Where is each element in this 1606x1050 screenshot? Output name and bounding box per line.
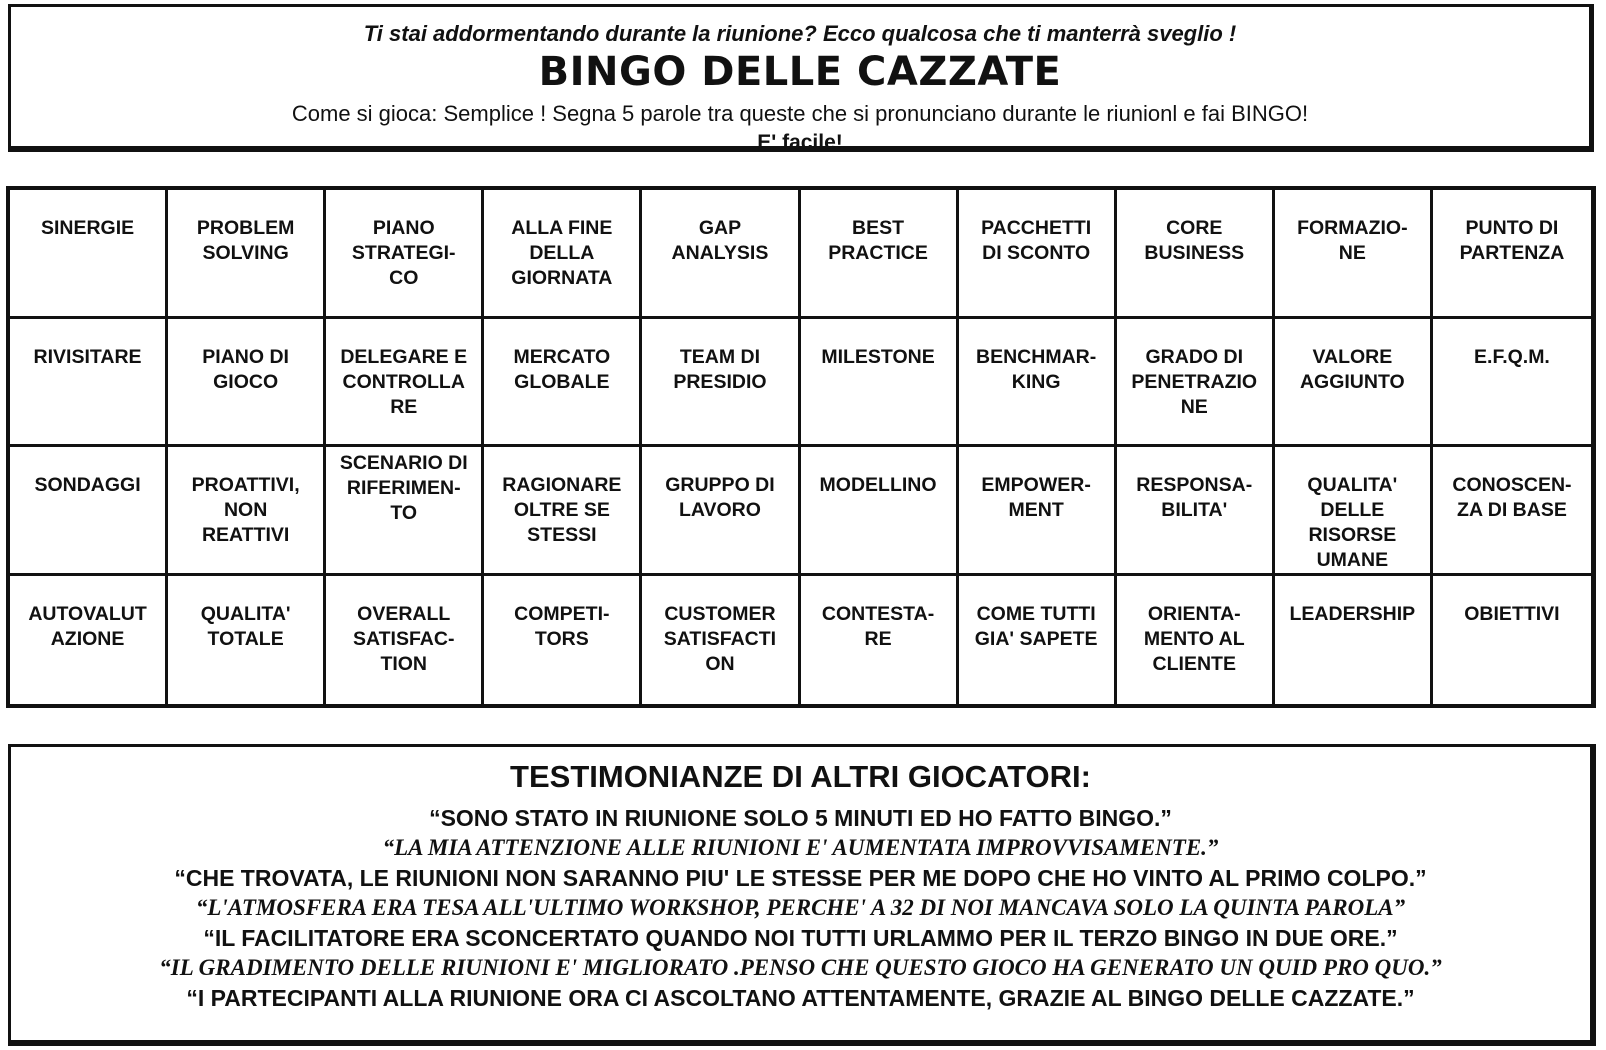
bingo-cell[interactable]: QUALITA' TOTALE [168, 576, 326, 705]
bingo-cell[interactable]: E.F.Q.M. [1433, 319, 1591, 448]
testimonial-quote: “L'ATMOSFERA ERA TESA ALL'ULTIMO WORKSHOP, PERCHE' A 32 DI NOI MANCAVA SOLO LA QUINTA PAROLA” [195, 895, 1406, 920]
bingo-cell[interactable]: CUSTOMER SATISFACTI ON [642, 576, 800, 705]
bingo-cell[interactable]: AUTOVALUT AZIONE [10, 576, 168, 705]
bingo-cell[interactable]: CONTESTA- RE [801, 576, 959, 705]
header-box [8, 4, 1594, 152]
bingo-cell[interactable]: RAGIONARE OLTRE SE STESSI [484, 447, 642, 576]
bingo-cell[interactable]: DELEGARE E CONTROLLA RE [326, 319, 484, 448]
bingo-cell[interactable]: GRUPPO DI LAVORO [642, 447, 800, 576]
bingo-cell[interactable]: BENCHMAR- KING [959, 319, 1117, 448]
testimonial-quote: “LA MIA ATTENZIONE ALLE RIUNIONI E' AUMENTATA IMPROVVISAMENTE.” [382, 835, 1219, 860]
bingo-cell[interactable]: OVERALL SATISFAC- TION [326, 576, 484, 705]
bingo-cell[interactable]: RIVISITARE [10, 319, 168, 448]
testimonial-quote: “I PARTECIPANTI ALLA RIUNIONE ORA CI ASCOLTANO ATTENTAMENTE, GRAZIE AL BINGO DELLE CAZZATE.” [186, 985, 1415, 1011]
testimonial-quote: “IL GRADIMENTO DELLE RIUNIONI E' MIGLIORATO .PENSO CHE QUESTO GIOCO HA GENERATO UN QUID PRO QUO.” [159, 955, 1442, 980]
instructions: Come si gioca: Semplice ! Segna 5 parole tra queste che si pronunciano durante le riunionl e fai BINGO! [291, 101, 1309, 126]
bingo-cell[interactable]: TEAM DI PRESIDIO [642, 319, 800, 448]
bingo-cell[interactable]: MODELLINO [801, 447, 959, 576]
bingo-cell[interactable]: PIANO DI GIOCO [168, 319, 326, 448]
bingo-cell[interactable]: RESPONSA- BILITA' [1117, 447, 1275, 576]
bingo-cell[interactable]: MILESTONE [801, 319, 959, 448]
bingo-cell[interactable]: ALLA FINE DELLA GIORNATA [484, 190, 642, 319]
bingo-cell[interactable]: SINERGIE [10, 190, 168, 319]
testimonials-box [8, 744, 1596, 1046]
testimonial-quote: “SONO STATO IN RIUNIONE SOLO 5 MINUTI ED HO FATTO BINGO.” [429, 805, 1172, 831]
bingo-cell[interactable]: OBIETTIVI [1464, 602, 1560, 625]
bingo-cell[interactable]: CORE BUSINESS [1117, 190, 1275, 319]
bingo-cell[interactable]: GRADO DI PENETRAZIO NE [1117, 319, 1275, 448]
bingo-cell[interactable]: QUALITA' DELLE RISORSE UMANE [1275, 447, 1433, 576]
easy-note: E' facile! [757, 131, 843, 154]
bingo-cell[interactable]: PROBLEM SOLVING [168, 190, 326, 319]
bingo-cell[interactable]: VALORE AGGIUNTO [1275, 319, 1433, 448]
bingo-cell[interactable]: PUNTO DI PARTENZA [1433, 190, 1591, 319]
bingo-cell[interactable]: GAP ANALYSIS [642, 190, 800, 319]
page-title: BINGO DELLE CAZZATE [538, 49, 1062, 95]
bingo-cell[interactable]: PACCHETTI DI SCONTO [959, 190, 1117, 319]
bingo-cell[interactable]: COMPETI- TORS [484, 576, 642, 705]
bingo-cell[interactable]: EMPOWER- MENT [959, 447, 1117, 576]
bingo-cell[interactable]: ORIENTA- MENTO AL CLIENTE [1117, 576, 1275, 705]
testimonial-quote: “CHE TROVATA, LE RIUNIONI NON SARANNO PIU' LE STESSE PER ME DOPO CHE HO VINTO AL PRIMO COLPO.” [174, 865, 1427, 891]
testimonials-heading: TESTIMONIANZE DI ALTRI GIOCATORI: [510, 759, 1091, 794]
bingo-cell[interactable]: CONOSCEN- ZA DI BASE [1433, 447, 1591, 576]
bingo-cell[interactable]: SONDAGGI [10, 447, 168, 576]
bingo-cell[interactable]: SCENARIO DI RIFERIMEN- TO [326, 447, 484, 576]
bingo-grid [6, 186, 1596, 708]
bingo-cell[interactable]: COME TUTTI GIA' SAPETE [959, 576, 1117, 705]
subtitle: Ti stai addormentando durante la riunione? Ecco qualcosa che ti manterrà sveglio ! [363, 21, 1237, 46]
bingo-cell[interactable]: LEADERSHIP [1275, 576, 1433, 705]
bingo-cell[interactable]: MERCATO GLOBALE [484, 319, 642, 448]
bingo-cell[interactable]: FORMAZIO- NE [1275, 190, 1433, 319]
bingo-cell[interactable]: BEST PRACTICE [801, 190, 959, 319]
bingo-cell[interactable]: PROATTIVI, NON REATTIVI [168, 447, 326, 576]
testimonial-quote: “IL FACILITATORE ERA SCONCERTATO QUANDO NOI TUTTI URLAMMO PER IL TERZO BINGO IN DUE ORE.” [203, 925, 1398, 951]
bingo-cell[interactable]: PIANO STRATEGI- CO [326, 190, 484, 319]
